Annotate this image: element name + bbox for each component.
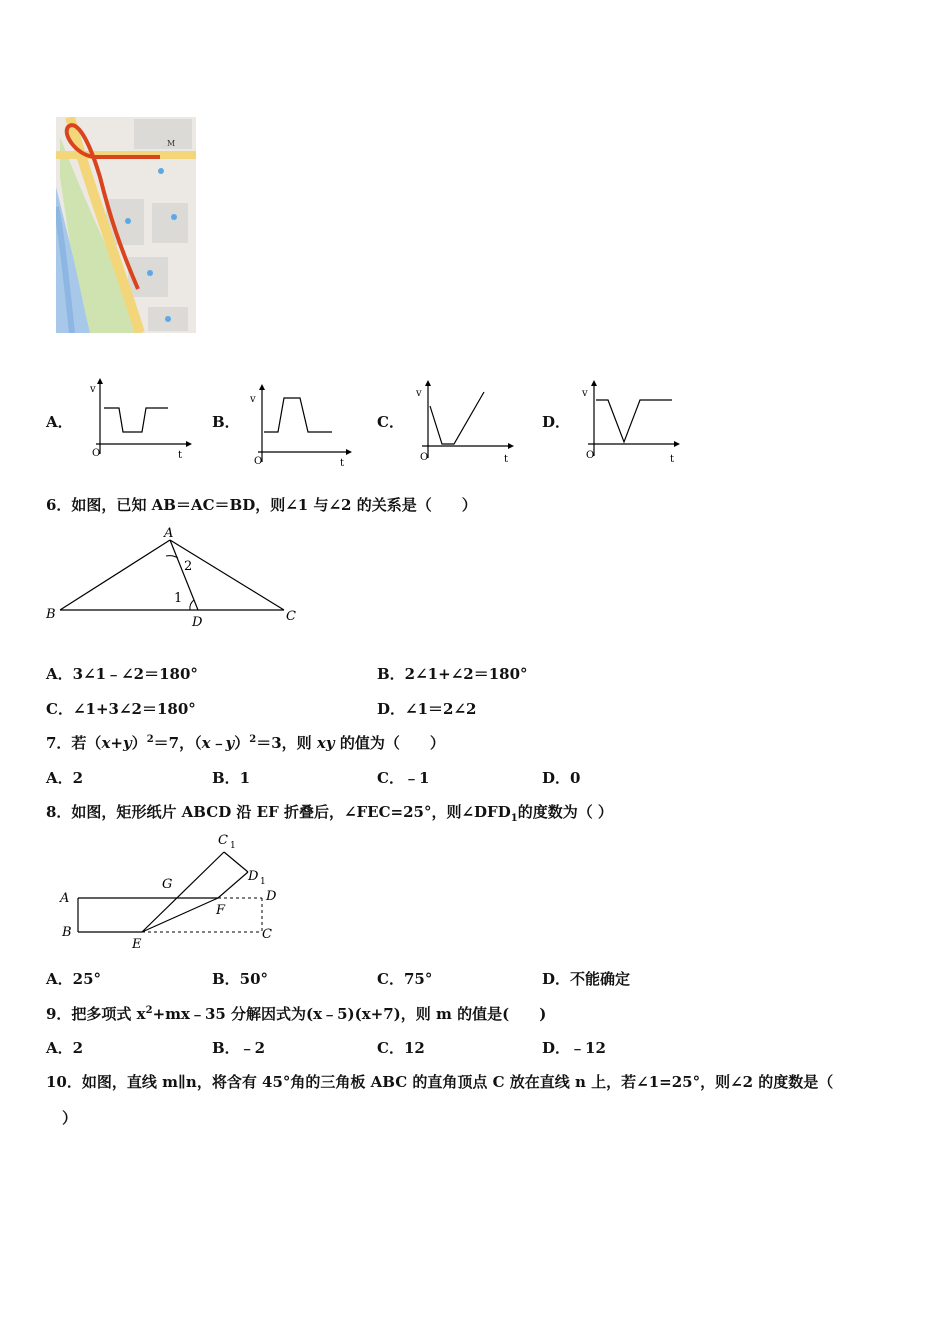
q8-label-d1: D: [248, 869, 259, 884]
q5-a-o-label: O: [92, 448, 101, 459]
q6-label-angle1: 1: [174, 591, 183, 606]
q7-text-part: ＝7，（: [153, 734, 202, 752]
q6-label-d: D: [192, 615, 203, 630]
q8-text-part: 8．如图，矩形纸片 ABCD 沿 EF 折叠后，∠FEC=25°，则∠DFD: [46, 803, 511, 821]
q5-b-v-label: v: [250, 394, 256, 405]
q6-label-c: C: [286, 609, 296, 624]
q9-question-text: [46, 1003, 546, 1024]
q5-b-t-label: t: [340, 458, 345, 468]
q8-subscript: 1: [510, 813, 518, 824]
q6-question-text: 6．如图，已知 AB＝AC＝BD，则∠1 与∠2 的关系是（ ）: [46, 496, 477, 514]
q9-text-part: 9．把多项式 x: [46, 1005, 146, 1023]
q8-label-a: A: [60, 891, 70, 906]
q7-text-part: ）: [131, 734, 147, 752]
q5-a-t-label: t: [178, 450, 183, 461]
q8-label-d: D: [266, 889, 277, 904]
q8-label-g: G: [162, 877, 173, 892]
q8-question-text: [46, 801, 613, 824]
q6-label-b: B: [46, 607, 56, 622]
q6-option-b: B．2∠1+∠2＝180°: [377, 665, 528, 683]
q8-label-e: E: [132, 937, 142, 952]
q8-option-a: A．25°: [46, 970, 102, 988]
q7-option-c: C．﹣1: [377, 769, 430, 787]
q5-graph-d: [578, 378, 688, 466]
q5-graph-b: [246, 380, 356, 468]
q5-c-v-label: v: [416, 388, 422, 399]
q9-text-part: +mx﹣35 分解因式为(x﹣5)(x+7)，则 m 的值是( ): [152, 1005, 547, 1023]
q10-question-text-line1: 10．如图，直线 m∥n，将含有 45°角的三角板 ABC 的直角顶点 C 放在直线 n 上，若∠1=25°，则∠2 的度数是（: [46, 1073, 834, 1091]
q7-text-part: ）: [234, 734, 250, 752]
q8-label-c: C: [262, 927, 272, 942]
q5-b-o-label: O: [254, 456, 263, 467]
q8-folded-rectangle-figure: [56, 830, 286, 952]
q10-question-text-line2: ）: [62, 1109, 78, 1127]
q6-label-a: A: [164, 526, 174, 541]
q5-option-c-label: C．: [377, 413, 404, 431]
q8-option-d: D．不能确定: [542, 970, 631, 988]
q5-c-o-label: O: [420, 452, 429, 463]
map-marker-label: M: [167, 139, 176, 148]
q5-graph-a: [86, 376, 196, 462]
q5-a-v-label: v: [90, 384, 96, 395]
q8-label-d1-sub: 1: [260, 877, 266, 887]
q7-option-d: D．0: [542, 769, 581, 787]
q7-expr-diff: x﹣y: [201, 734, 235, 752]
q5-d-v-label: v: [582, 388, 588, 399]
q7-expr-sum: x+y: [101, 734, 132, 752]
q7-exponent: 2: [146, 734, 154, 745]
q7-question-text: [46, 732, 445, 753]
q6-label-angle2: 2: [184, 559, 193, 574]
q6-option-d: D．∠1＝2∠2: [377, 700, 477, 718]
q6-option-a: A．3∠1﹣∠2＝180°: [46, 665, 198, 683]
q9-exponent: 2: [145, 1005, 153, 1016]
q7-option-b: B．1: [212, 769, 251, 787]
q8-option-c: C．75°: [377, 970, 433, 988]
q9-option-a: A．2: [46, 1039, 84, 1057]
q8-label-c1: C: [218, 833, 228, 848]
q8-text-part: 的度数为（ ）: [517, 803, 613, 821]
q5-option-b-label: B．: [212, 413, 240, 431]
q5-c-t-label: t: [504, 454, 509, 465]
q5-d-o-label: O: [586, 450, 595, 461]
q7-expr-product: xy: [316, 734, 335, 752]
q7-text-part: ＝3，则: [256, 734, 317, 752]
q9-option-d: D．﹣12: [542, 1039, 606, 1057]
route-map-figure: [56, 117, 196, 333]
q7-text-part: 7．若（: [46, 734, 102, 752]
q6-triangle-figure: [44, 524, 300, 630]
q8-label-c1-sub: 1: [230, 841, 236, 851]
q8-label-f: F: [216, 903, 226, 918]
q7-text-part: 的值为（ ）: [334, 734, 445, 752]
q7-exponent: 2: [249, 734, 257, 745]
q5-graph-c: [412, 378, 522, 466]
q9-option-c: C．12: [377, 1039, 425, 1057]
q9-option-b: B．﹣2: [212, 1039, 266, 1057]
q5-option-d-label: D．: [542, 413, 571, 431]
q8-label-b: B: [62, 925, 72, 940]
q5-option-a-label: A．: [46, 413, 73, 431]
q6-option-c: C．∠1+3∠2＝180°: [46, 700, 196, 718]
q5-d-t-label: t: [670, 454, 675, 465]
q8-option-b: B．50°: [212, 970, 269, 988]
q7-option-a: A．2: [46, 769, 84, 787]
